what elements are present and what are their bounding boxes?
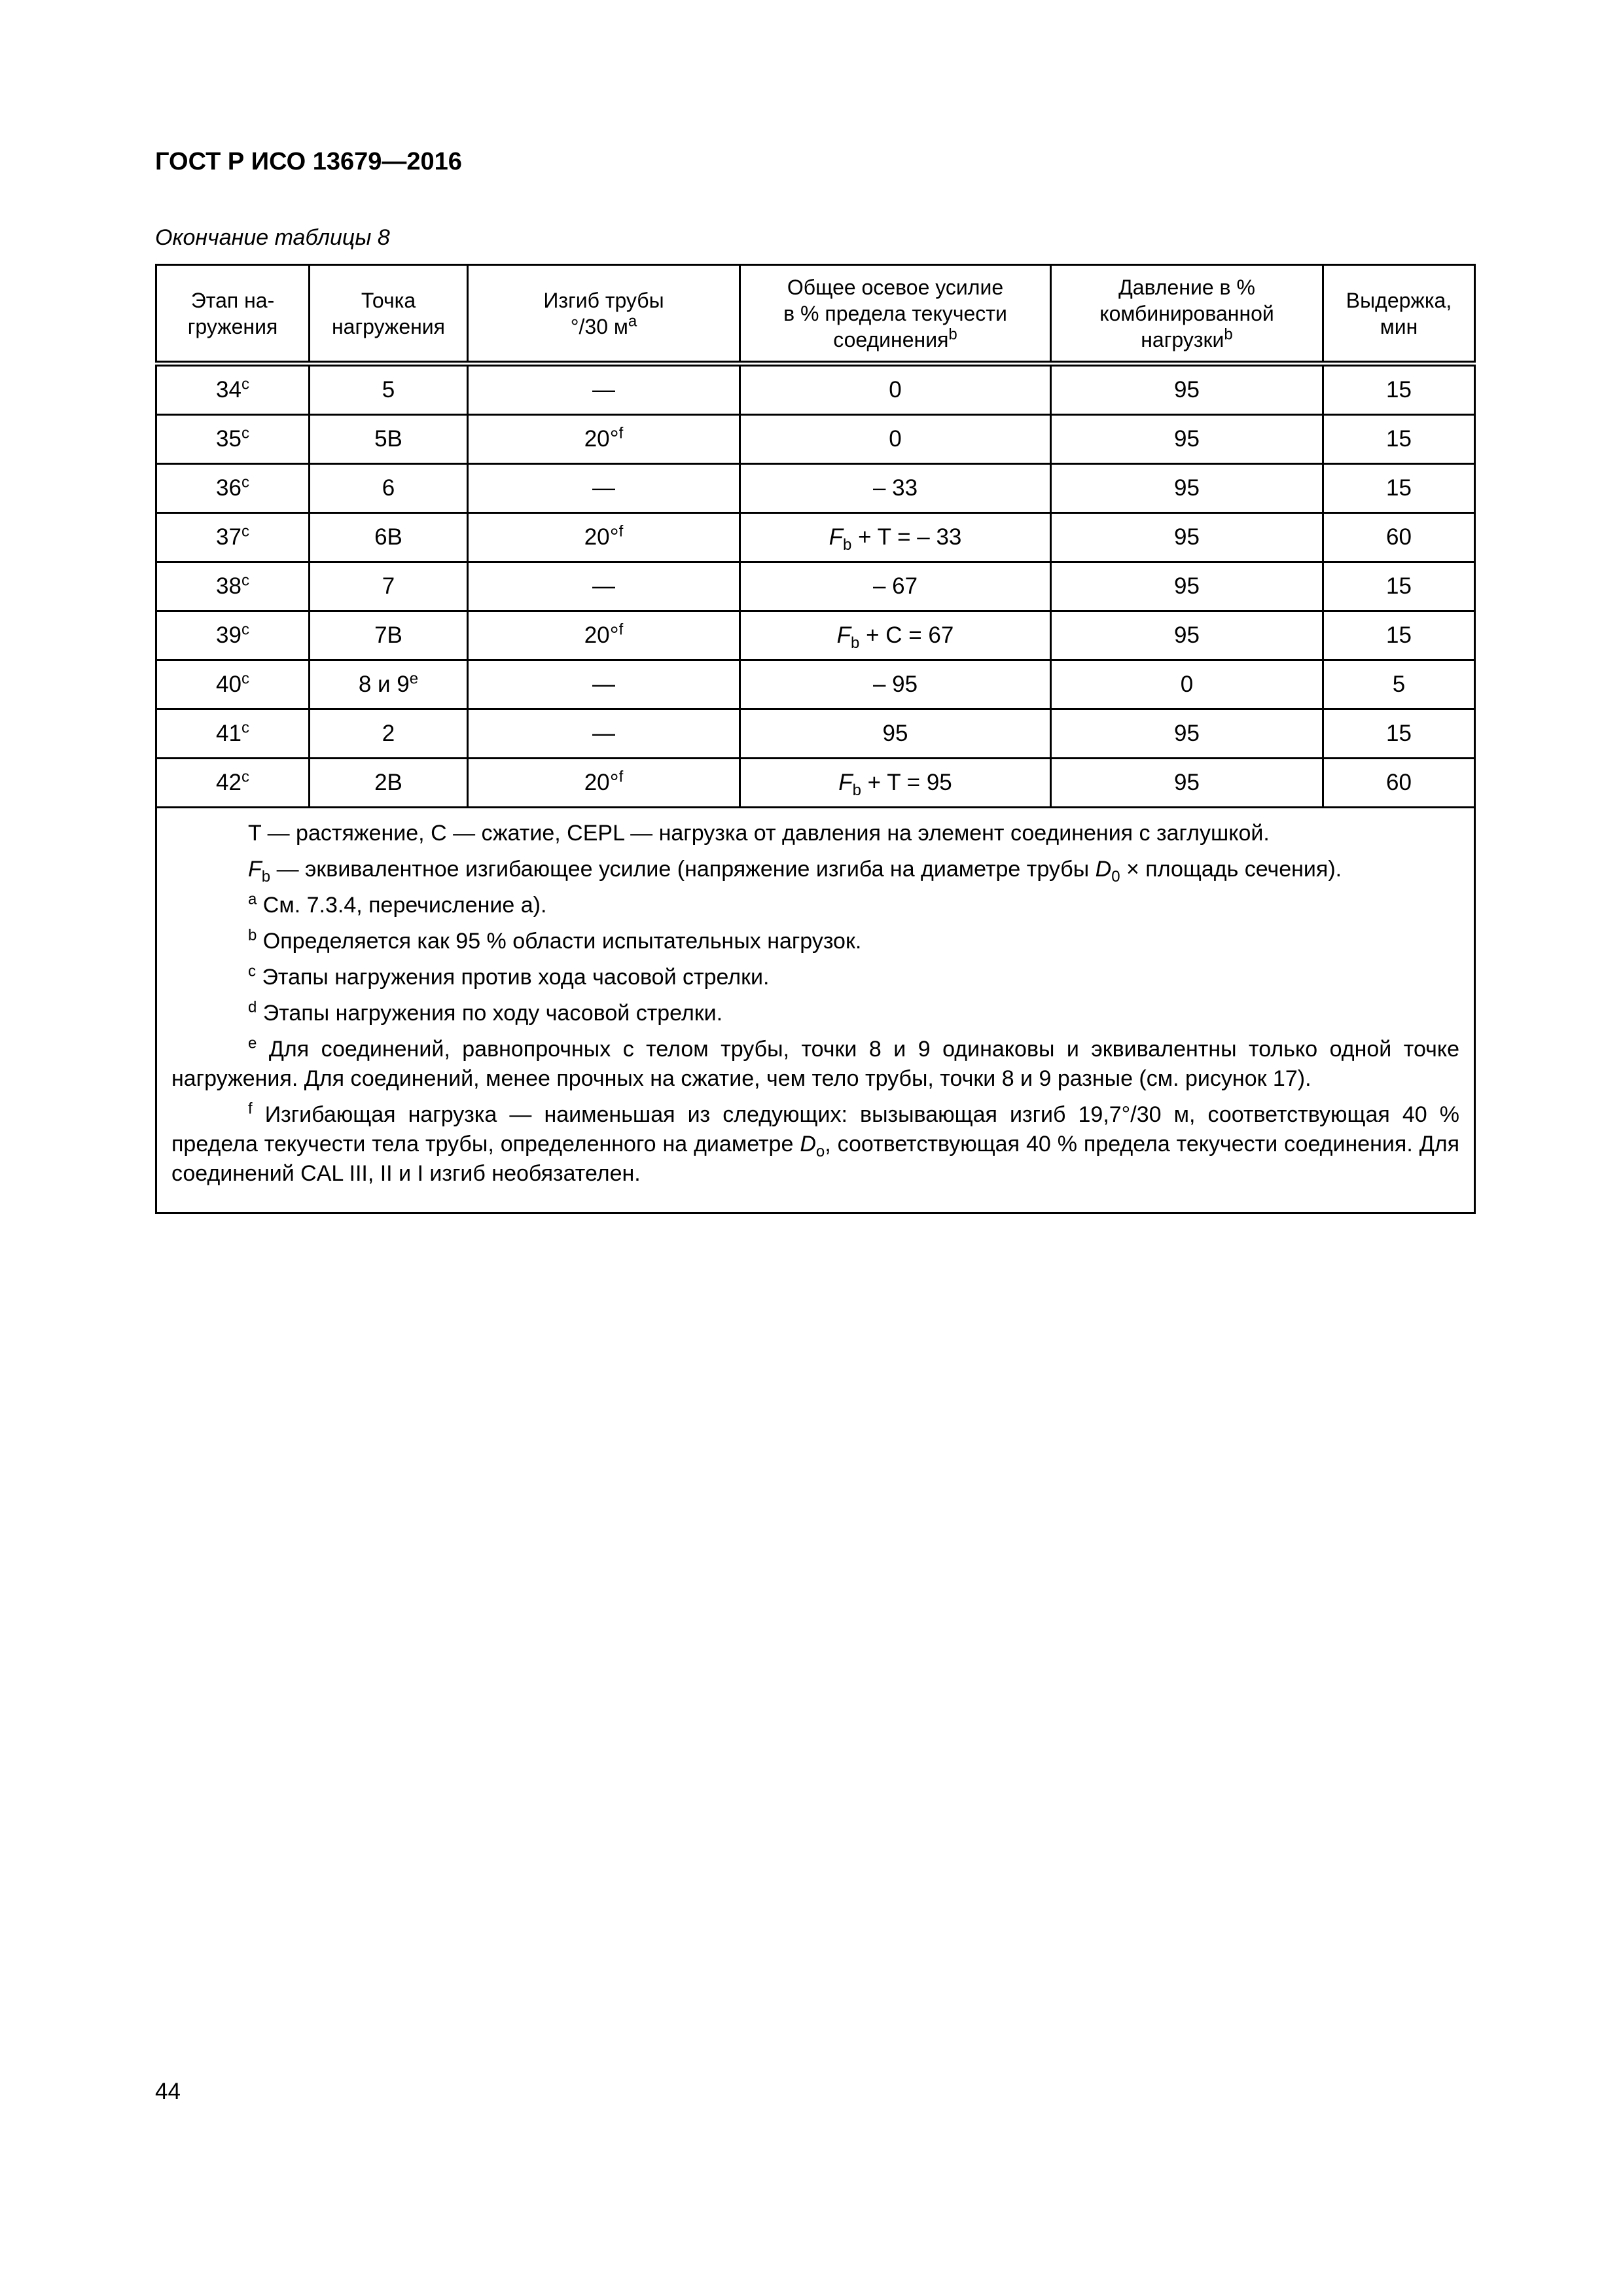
table-cell: 2В <box>310 759 468 808</box>
table-cell: – 67 <box>740 562 1051 611</box>
table-cell: 5 <box>310 364 468 415</box>
table-cell: 2 <box>310 709 468 759</box>
table-cell: 6 <box>310 464 468 513</box>
table-cell: $F_b + T = 95$ <box>740 759 1051 808</box>
table-cell: 15 <box>1323 611 1475 660</box>
table-cell: 15 <box>1323 415 1475 464</box>
table-cell: 40$^c$ <box>156 660 310 709</box>
table-cell: 60 <box>1323 513 1475 562</box>
table-cell: — <box>468 464 740 513</box>
table-cell: 95 <box>1051 562 1323 611</box>
table-cell: 42$^c$ <box>156 759 310 808</box>
table-cell: 95 <box>1051 415 1323 464</box>
table-cell: 0 <box>1051 660 1323 709</box>
table-cell: $F_b + C = 67$ <box>740 611 1051 660</box>
table-cell: 20°$^f$ <box>468 415 740 464</box>
table-cell: — <box>468 709 740 759</box>
table-cell: 7 <box>310 562 468 611</box>
column-header: Точка нагружения <box>310 265 468 364</box>
column-header: Этап на- гружения <box>156 265 310 364</box>
table-row <box>156 562 1475 611</box>
table-row <box>156 364 1475 415</box>
table-cell: 5 <box>1323 660 1475 709</box>
table-cell: 0 <box>740 364 1051 415</box>
table-cell: 15 <box>1323 709 1475 759</box>
table-row <box>156 415 1475 464</box>
table-notes <box>156 808 1475 1213</box>
table-cell: 8 и 9e <box>310 660 468 709</box>
loading-table <box>155 264 1476 1214</box>
table-cell: 60 <box>1323 759 1475 808</box>
column-header: Давление в % комбинированной нагрузки$^b$ <box>1051 265 1323 364</box>
document-header: ГОСТ Р ИСО 13679—2016 <box>155 148 462 175</box>
table-cell: 20°$^f$ <box>468 759 740 808</box>
table-cell: 95 <box>740 709 1051 759</box>
table-cell: 7В <box>310 611 468 660</box>
table-cell: 95 <box>1051 709 1323 759</box>
table-cell: 95 <box>1051 759 1323 808</box>
table-cell: 5В <box>310 415 468 464</box>
table-cell: 35$^c$ <box>156 415 310 464</box>
table-row <box>156 660 1475 709</box>
table-cell: — <box>468 562 740 611</box>
table-cell: 36$^c$ <box>156 464 310 513</box>
table-cell: 0 <box>740 415 1051 464</box>
footnote-c: $^c$ Этапы нагружения против хода часовой стрелки. <box>248 962 770 990</box>
table-caption: Окончание таблицы 8 <box>155 225 390 250</box>
table-row <box>156 513 1475 562</box>
footnote-e: $^e$ Для соединений, равнопрочных с телом трубы, точки 8 и 9 одинаковы и эквивалентны только одной точке нагружения. Для соединений, менее прочных на сжатие, чем тело трубы, точки 8 и 9 разные (см. рисунок 17). <box>171 1034 1459 1091</box>
column-header: Общее осевое усилие в % предела текучести соединения$^b$ <box>740 265 1051 364</box>
table-cell: 41$^c$ <box>156 709 310 759</box>
table-cell: 39$^c$ <box>156 611 310 660</box>
table-cell: 15 <box>1323 364 1475 415</box>
table-cell: 6В <box>310 513 468 562</box>
note-legend: T — растяжение, C — сжатие, CEPL — нагрузка от давления на элемент соединения с заглушкой. <box>248 821 1270 846</box>
table-row <box>156 709 1475 759</box>
note-fb: $F_b$ — эквивалентное изгибающее усилие (напряжение изгиба на диаметре трубы $D_0$ × площадь сечения). <box>248 857 1342 886</box>
table-cell: 15 <box>1323 562 1475 611</box>
footnote-f: $^f$ Изгибающая нагрузка — наименьшая из следующих: вызывающая изгиб 19,7°/30 м, соответствующая 40 % предела текучести тела трубы, определенного на диаметре $D_o$, соответствующая 40 % предела текучести соединения. Для соединений CAL III, II и I изгиб необязателен. <box>171 1100 1459 1186</box>
footnote-a: $^a$ См. 7.3.4, перечисление а). <box>248 890 547 918</box>
footnote-b: $^b$ Определяется как 95 % области испытательных нагрузок. <box>248 926 862 954</box>
column-header: Выдержка, мин <box>1323 265 1475 364</box>
table-row <box>156 759 1475 808</box>
footnote-d: $^d$ Этапы нагружения по ходу часовой стрелки. <box>248 998 723 1026</box>
table-cell: 95 <box>1051 513 1323 562</box>
table-cell: 38$^c$ <box>156 562 310 611</box>
table-cell: 37$^c$ <box>156 513 310 562</box>
table-row <box>156 611 1475 660</box>
table-row <box>156 464 1475 513</box>
table-cell: 20°$^f$ <box>468 611 740 660</box>
table-cell: 95 <box>1051 464 1323 513</box>
table-cell: $F_b + T$ = – 33 <box>740 513 1051 562</box>
table-cell: 95 <box>1051 611 1323 660</box>
table-cell: 20°$^f$ <box>468 513 740 562</box>
column-header: Изгиб трубы °/30 $м^a$ <box>468 265 740 364</box>
table-cell: — <box>468 364 740 415</box>
table-cell: – 33 <box>740 464 1051 513</box>
table-cell: 15 <box>1323 464 1475 513</box>
page-number: 44 <box>155 2079 181 2104</box>
table-cell: – 95 <box>740 660 1051 709</box>
table-cell: 34$^c$ <box>156 364 310 415</box>
table-cell: 95 <box>1051 364 1323 415</box>
table-header-row <box>156 265 1475 364</box>
table-cell: — <box>468 660 740 709</box>
